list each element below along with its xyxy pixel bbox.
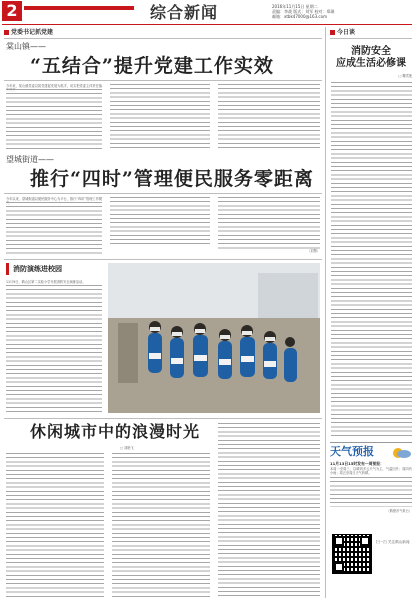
fire-drill-photo [108, 263, 320, 413]
article1-rule [4, 80, 322, 81]
article1-body-col1 [6, 89, 102, 151]
article3-headline: 休闲城市中的浪漫时光 [30, 422, 201, 441]
article1-body-col3 [218, 84, 320, 151]
contact-email: 邮箱：xtbk47000@163.com [272, 14, 327, 19]
article2-headline: 推行“四时”管理便民服务零距离 [30, 168, 314, 190]
page-number: 2 [2, 1, 22, 21]
sidebar-headline-line2: 应成生活必修课 [336, 58, 406, 69]
article2-intro: 今年以来，望城街道以便民服务中心为平台，推行“四时”管理工作模 [6, 197, 102, 201]
sidebar-headline-line1: 消防安全 [351, 46, 391, 57]
article3-body-col2 [112, 453, 210, 598]
article2-body-col2 [110, 197, 210, 245]
issue-date: 2016年11月15日 星期二 [272, 4, 318, 9]
article3-byline: □ 刘艳飞 [120, 446, 134, 450]
article3-body-col1 [6, 453, 104, 598]
weather-forecast-date: 11月13日15时发布一周预报： [330, 461, 384, 466]
article1-body-col2 [110, 84, 210, 151]
article2-rule [4, 193, 322, 194]
article1-kicker: 棠山镇—— [6, 42, 46, 51]
article3-rule [4, 418, 322, 419]
header-meta [272, 4, 412, 19]
article2-byline: （刘慧） [307, 249, 320, 253]
sidebar-rule [330, 38, 412, 39]
editor-credits: 责编：李战 版式：刘军 校对：郑瑛 [272, 9, 335, 14]
section-rule [4, 38, 322, 39]
photo-caption: 消防演练进校园 [13, 265, 62, 273]
photo-description: 11月9日，鹤山区第二实验小学开展消防安全演练活动。 [6, 280, 86, 284]
header-red-rule [24, 6, 134, 10]
section-label-party-building: 党委书记抓党建 [4, 29, 204, 37]
article2-body-col3 [218, 197, 320, 249]
header-divider [2, 24, 412, 25]
qr-caption: 扫一扫 关注鹤山新闻 [376, 540, 410, 544]
weather-title: 天气预报 [330, 445, 374, 458]
sidebar-section-label: 今日谈 [330, 29, 410, 37]
article2-body-col1 [6, 202, 102, 254]
column-divider [325, 27, 326, 598]
page-section-title: 综合新闻 [150, 3, 219, 22]
article2-kicker: 望城街道—— [6, 155, 54, 164]
weather-source: （鹤壁市气象台） [386, 509, 412, 513]
weather-box [330, 442, 412, 520]
sidebar-body-text [331, 82, 412, 437]
weather-forecast-body [330, 477, 412, 507]
sidebar-byline: □ 魏雪莲 [398, 74, 412, 78]
photo-caption-box [6, 263, 102, 275]
weather-forecast-text: 本周一至周三，以晴到多云天气为主，气温回升；周四有小雨；周五至周日天气转晴。 [330, 467, 412, 476]
photo-illustration [108, 263, 320, 413]
photo-body-text [6, 285, 102, 412]
photo-rule [4, 259, 322, 260]
weather-cloud-icon [390, 445, 412, 459]
article1-intro: 今年来，棠山镇党委以抓党建促发展为抓手，切实把党委主体责任落 [6, 84, 102, 88]
qr-code[interactable] [332, 534, 372, 574]
article1-headline: “五结合”提升党建工作实效 [30, 55, 274, 77]
article3-body-col3 [218, 423, 320, 598]
